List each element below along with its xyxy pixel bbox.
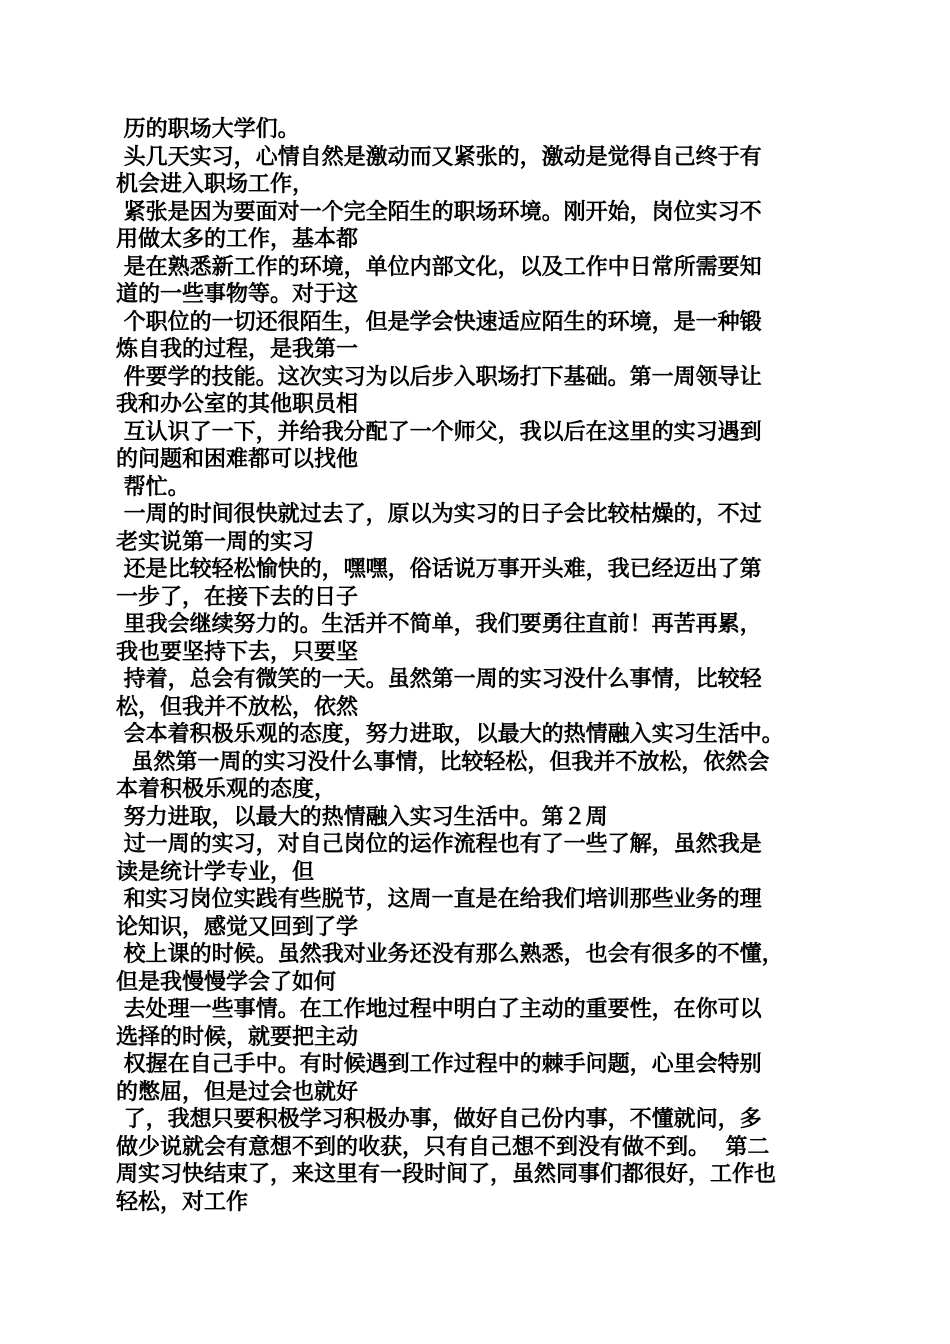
- text-line: 去处理一些事情。在工作地过程中明白了主动的重要性，在你可以: [116, 997, 762, 1022]
- text-line: 持着，总会有微笑的一天。虽然第一周的实习没什么事情，比较轻: [116, 667, 762, 692]
- body-text: [116, 116, 836, 1216]
- text-line: 做少说就会有意想不到的收获，只有自己想不到没有做不到。 第二: [116, 1134, 770, 1160]
- text-line: 头几天实习，心情自然是激动而又紧张的，激动是觉得自己终于有: [116, 144, 762, 170]
- text-line: 里我会继续努力的。生活并不简单，我们要勇往直前！再苦再累，: [116, 612, 762, 637]
- text-line: 虽然第一周的实习没什么事情，比较轻松，但我并不放松，依然会: [116, 749, 770, 775]
- text-line: 是在熟悉新工作的环境，单位内部文化，以及工作中日常所需要知: [116, 254, 762, 280]
- text-line: 一周的时间很快就过去了，原以为实习的日子会比较枯燥的，不过: [116, 502, 762, 527]
- text-line: 个职位的一切还很陌生，但是学会快速适应陌生的环境，是一种锻: [116, 309, 762, 335]
- text-line: 本着积极乐观的态度，: [116, 777, 337, 802]
- text-line: 轻松，对工作: [116, 1189, 249, 1215]
- text-line: 读是统计学专业，但: [116, 859, 315, 885]
- text-line: 件要学的技能。这次实习为以后步入职场打下基础。第一周领导让: [116, 364, 762, 390]
- text-line: 权握在自己手中。有时候遇到工作过程中的棘手问题，心里会特别: [116, 1052, 762, 1077]
- text-line: 周实习快结束了，来这里有一段时间了，虽然同事们都很好，工作也: [116, 1162, 777, 1187]
- text-line: 过一周的实习，对自己岗位的运作流程也有了一些了解，虽然我是: [116, 832, 762, 857]
- text-line: 还是比较轻松愉快的，嘿嘿，俗话说万事开头难，我已经迈出了第: [116, 557, 762, 582]
- text-line: 努力进取，以最大的热情融入实习生活中。第２周: [116, 804, 608, 830]
- text-line: 校上课的时候。虽然我对业务还没有那么熟悉，也会有很多的不懂，: [116, 942, 784, 967]
- text-line: 用做太多的工作，基本都: [116, 227, 359, 252]
- text-line: 的问题和困难都可以找他: [116, 447, 359, 472]
- text-line: 的憋屈，但是过会也就好: [116, 1079, 359, 1105]
- text-line: 但是我慢慢学会了如何: [116, 969, 337, 995]
- text-line: 了，我想只要积极学习积极办事，做好自己份内事，不懂就问，多: [116, 1107, 762, 1132]
- text-line: 互认识了一下，并给我分配了一个师父，我以后在这里的实习遇到: [116, 419, 762, 445]
- text-line: 帮忙。: [116, 474, 190, 500]
- text-line: 老实说第一周的实习: [116, 529, 315, 555]
- text-line: 我也要坚持下去，只要坚: [116, 639, 359, 665]
- text-line: 机会进入职场工作，: [116, 172, 315, 197]
- text-line: 会本着积极乐观的态度，努力进取，以最大的热情融入实习生活中。: [116, 722, 784, 747]
- text-line: 松，但我并不放松，依然: [116, 694, 359, 720]
- text-line: 一步了，在接下去的日子: [116, 584, 359, 610]
- text-line: 和实习岗位实践有些脱节，这周一直是在给我们培训那些业务的理: [116, 887, 762, 912]
- text-line: 我和办公室的其他职员相: [116, 392, 359, 417]
- text-line: 论知识，感觉又回到了学: [116, 914, 359, 940]
- text-line: 炼自我的过程，是我第一: [116, 337, 359, 362]
- text-line: 历的职场大学们。: [116, 117, 300, 142]
- text-line: 紧张是因为要面对一个完全陌生的职场环境。刚开始，岗位实习不: [116, 199, 762, 225]
- text-line: 道的一些事物等。对于这: [116, 282, 359, 307]
- text-line: 选择的时候，就要把主动: [116, 1024, 359, 1050]
